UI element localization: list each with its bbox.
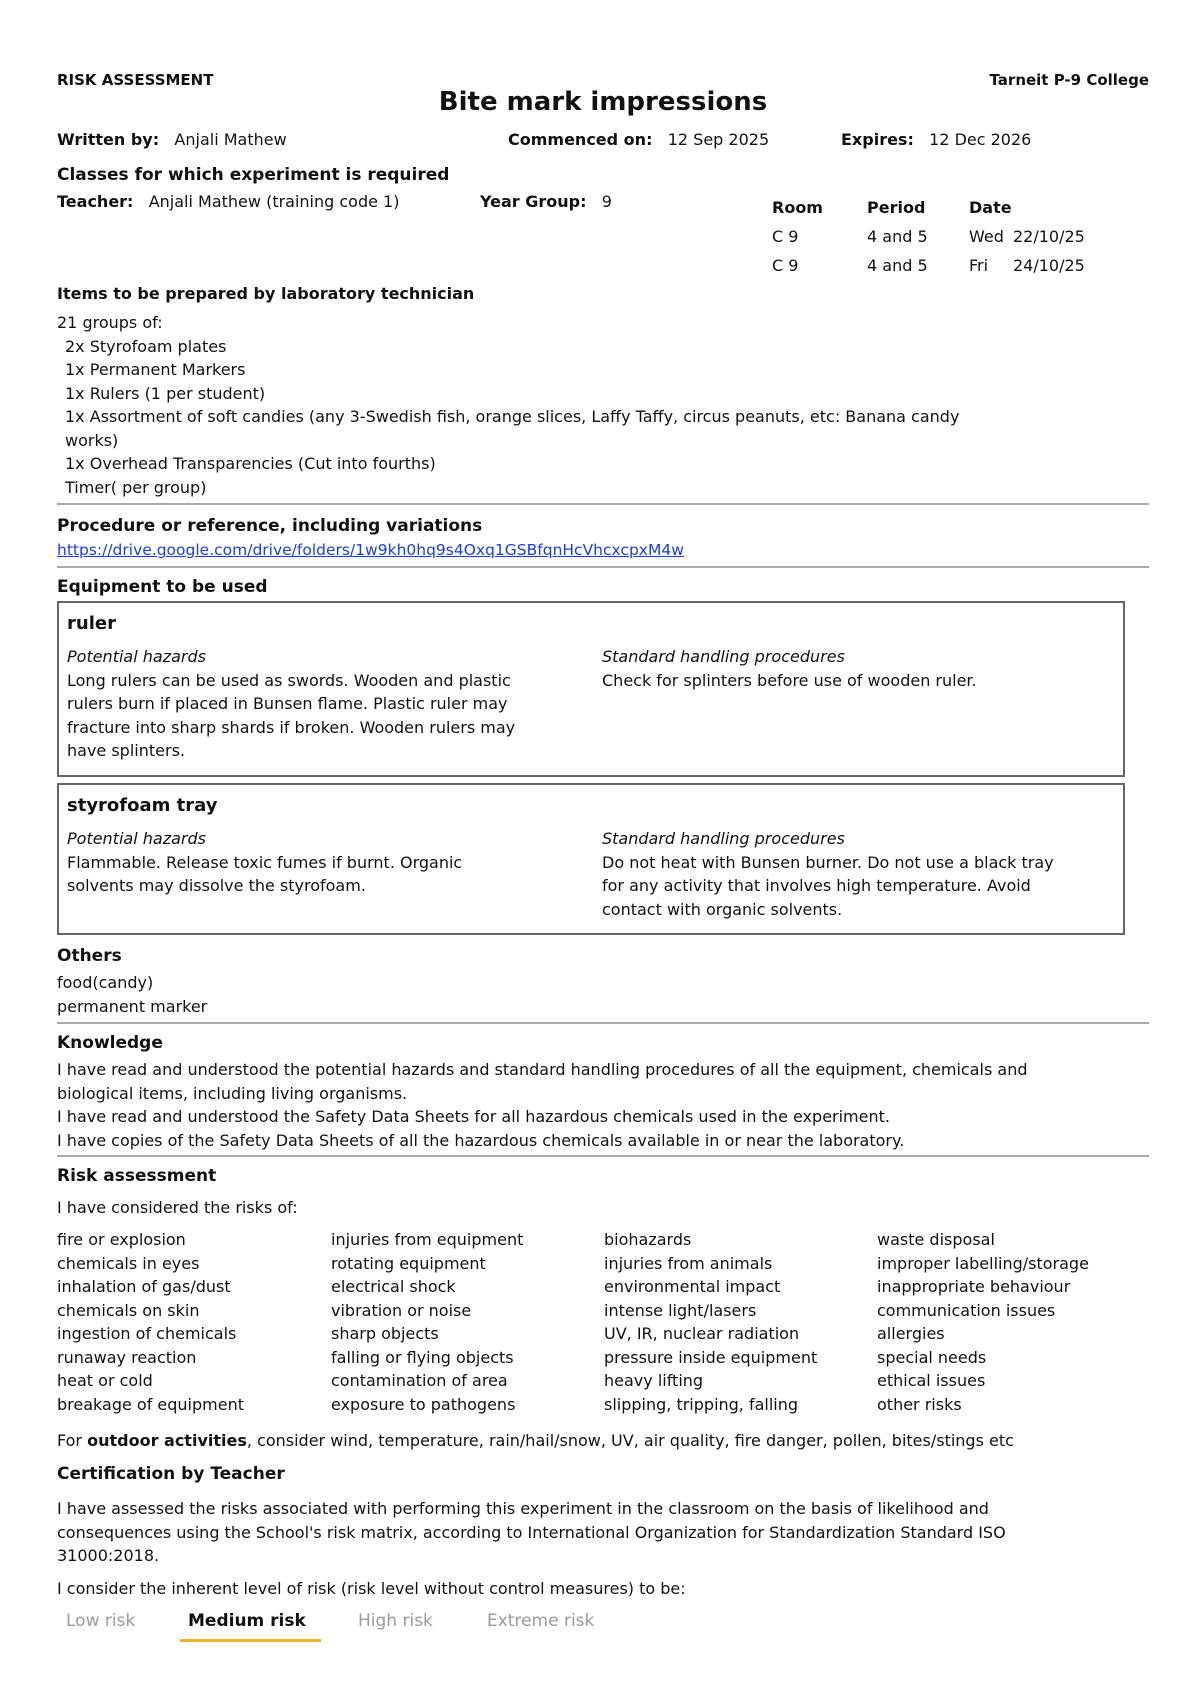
items-line: 2x Styrofoam plates xyxy=(65,336,227,356)
certification-line: consequences using the School's risk matrix, according to International Organization for Standardization Standard ISO xyxy=(57,1522,1006,1542)
risk-item: other risks xyxy=(877,1394,962,1414)
risk-item: contamination of area xyxy=(331,1371,508,1390)
schedule-header-row xyxy=(772,193,1109,222)
schedule-day: Fri xyxy=(969,256,989,275)
risk-item: fire or explosion xyxy=(57,1230,186,1249)
items-line: works) xyxy=(65,430,119,450)
risk-item: waste disposal xyxy=(877,1230,995,1249)
procedure-line: Check for splinters before use of wooden ruler. xyxy=(602,670,977,690)
outdoor-prefix: For xyxy=(57,1431,88,1450)
knowledge-line: I have read and understood the Safety Data Sheets for all hazardous chemicals used in the experiment. xyxy=(57,1107,890,1126)
others-line: permanent marker xyxy=(57,996,208,1016)
risk-item: heat or cold xyxy=(57,1371,153,1390)
hazard-line: rulers burn if placed in Bunsen flame. Plastic ruler may xyxy=(67,694,508,713)
procedures-column xyxy=(602,827,1102,921)
items-line: 1x Permanent Markers xyxy=(65,360,246,379)
schedule-col-date: Date xyxy=(969,198,1012,217)
schedule-date-value: 22/10/25 xyxy=(1013,227,1085,246)
knowledge-line: I have read and understood the potential hazards and standard handling procedures of all the equipment, chemicals and xyxy=(57,1060,1028,1079)
knowledge-text xyxy=(57,1058,1028,1152)
hazards-label: Potential hazards xyxy=(67,647,206,666)
hazard-line: have splinters. xyxy=(67,741,185,760)
items-list xyxy=(57,311,959,499)
procedures-column xyxy=(602,645,1102,692)
risk-item: vibration or noise xyxy=(331,1300,472,1320)
schedule-table xyxy=(772,193,1109,280)
risk-item: inhalation of gas/dust xyxy=(57,1277,231,1296)
written-by-label: Written by: xyxy=(57,130,160,149)
year-group xyxy=(480,192,612,211)
items-heading: Items to be prepared by laboratory technician xyxy=(57,284,475,303)
outdoor-rest: , consider wind, temperature, rain/hail/snow, UV, air quality, fire danger, pollen, bites/stings etc xyxy=(246,1431,1014,1450)
outdoor-note xyxy=(57,1431,1014,1450)
hazard-line: Long rulers can be used as swords. Wooden and plastic xyxy=(67,670,511,690)
risk-item: heavy lifting xyxy=(604,1371,704,1390)
hazard-line: fracture into sharp shards if broken. Wooden rulers may xyxy=(67,717,516,737)
risk-level-medium[interactable]: Medium risk xyxy=(188,1611,306,1631)
certification-text xyxy=(57,1497,1006,1568)
equipment-card xyxy=(57,601,1125,777)
knowledge-line: biological items, including living organisms. xyxy=(57,1083,408,1103)
procedure-link[interactable]: https://drive.google.com/drive/folders/1w9kh0hq9s4Oxq1GSBfqnHcVhcxcpxM4w xyxy=(57,541,684,559)
risk-item: ethical issues xyxy=(877,1371,986,1390)
equipment-card xyxy=(57,783,1125,935)
risk-level-high[interactable]: High risk xyxy=(358,1611,433,1631)
certification-line: 31000:2018. xyxy=(57,1546,160,1565)
others-line: food(candy) xyxy=(57,973,154,992)
hazards-label: Potential hazards xyxy=(67,829,206,848)
risk-item: injuries from equipment xyxy=(331,1230,524,1249)
risk-item: chemicals in eyes xyxy=(57,1253,200,1273)
schedule-period: 4 and 5 xyxy=(867,227,928,246)
expires xyxy=(841,130,1031,149)
equipment-name: styrofoam tray xyxy=(67,795,218,816)
procedures-label: Standard handling procedures xyxy=(602,829,845,848)
certification-heading: Certification by Teacher xyxy=(57,1464,285,1484)
teacher-value: Anjali Mathew (training code 1) xyxy=(148,192,400,211)
procedure-line: for any activity that involves high temperature. Avoid xyxy=(602,876,1031,895)
year-value: 9 xyxy=(601,192,612,211)
expires-value: 12 Dec 2026 xyxy=(929,130,1032,149)
schedule-col-room: Room xyxy=(772,198,823,217)
risk-item: biohazards xyxy=(604,1230,692,1249)
divider xyxy=(57,566,1149,568)
page-title: Bite mark impressions xyxy=(438,87,768,117)
risk-item: chemicals on skin xyxy=(57,1300,200,1320)
divider xyxy=(57,1022,1149,1024)
commenced-on xyxy=(508,130,769,149)
commenced-value: 12 Sep 2025 xyxy=(667,130,770,149)
schedule-col-period: Period xyxy=(867,198,926,217)
risk-item: electrical shock xyxy=(331,1277,456,1296)
risk-item: environmental impact xyxy=(604,1277,781,1296)
classes-heading: Classes for which experiment is required xyxy=(57,165,450,185)
hazards-column xyxy=(67,645,567,763)
risk-intro: I have considered the risks of: xyxy=(57,1198,298,1217)
risk-column xyxy=(57,1228,244,1416)
risk-item: sharp objects xyxy=(331,1324,439,1343)
hazard-line: solvents may dissolve the styrofoam. xyxy=(67,876,366,895)
doc-type-label: RISK ASSESSMENT xyxy=(57,71,214,89)
knowledge-line: I have copies of the Safety Data Sheets of all the hazardous chemicals available in or near the laboratory. xyxy=(57,1130,905,1150)
risk-item: exposure to pathogens xyxy=(331,1394,516,1414)
commenced-label: Commenced on: xyxy=(508,130,653,149)
risk-item: rotating equipment xyxy=(331,1253,486,1273)
items-line: 1x Assortment of soft candies (any 3-Swedish fish, orange slices, Laffy Taffy, circus peanuts, etc: Banana candy xyxy=(65,407,960,426)
risk-item: falling or flying objects xyxy=(331,1347,514,1367)
year-label: Year Group: xyxy=(480,192,587,211)
risk-item: communication issues xyxy=(877,1300,1056,1320)
outdoor-bold: outdoor activities xyxy=(87,1431,247,1450)
written-by xyxy=(57,130,287,149)
schedule-date-value: 24/10/25 xyxy=(1013,256,1085,275)
risk-column xyxy=(331,1228,523,1416)
divider xyxy=(57,503,1149,505)
items-line: Timer( per group) xyxy=(65,477,207,497)
hazard-line: Flammable. Release toxic fumes if burnt. Organic xyxy=(67,852,463,872)
risk-item: allergies xyxy=(877,1324,945,1343)
risk-item: intense light/lasers xyxy=(604,1300,757,1320)
risk-item: runaway reaction xyxy=(57,1347,197,1367)
risk-column xyxy=(877,1228,1089,1416)
teacher xyxy=(57,192,399,211)
risk-item: special needs xyxy=(877,1347,987,1367)
equipment-heading: Equipment to be used xyxy=(57,577,268,597)
items-line: 1x Overhead Transparencies (Cut into fourths) xyxy=(65,454,436,473)
schedule-date xyxy=(969,251,1109,280)
schedule-period: 4 and 5 xyxy=(867,256,928,275)
procedure-line: Do not heat with Bunsen burner. Do not use a black tray xyxy=(602,852,1054,872)
schedule-row xyxy=(772,251,1109,280)
risk-column xyxy=(604,1228,817,1416)
schedule-row xyxy=(772,222,1109,251)
written-by-value: Anjali Mathew xyxy=(174,130,287,149)
schedule-date xyxy=(969,222,1109,251)
risk-item: injuries from animals xyxy=(604,1253,773,1273)
risk-level-extreme[interactable]: Extreme risk xyxy=(487,1611,595,1631)
items-line: 1x Rulers (1 per student) xyxy=(65,383,266,403)
school-name: Tarneit P-9 College xyxy=(989,71,1149,89)
procedure-link-wrap xyxy=(57,541,684,559)
risk-item: breakage of equipment xyxy=(57,1394,244,1414)
risk-heading: Risk assessment xyxy=(57,1166,217,1186)
certification-line: I have assessed the risks associated with performing this experiment in the classroom on the basis of likelihood and xyxy=(57,1499,989,1518)
risk-item: slipping, tripping, falling xyxy=(604,1394,799,1414)
procedure-heading: Procedure or reference, including variations xyxy=(57,516,483,536)
risk-item: ingestion of chemicals xyxy=(57,1324,237,1343)
others-list xyxy=(57,971,207,1018)
schedule-room: C 9 xyxy=(772,256,799,275)
others-heading: Others xyxy=(57,946,122,966)
procedure-line: contact with organic solvents. xyxy=(602,899,843,919)
risk-item: inappropriate behaviour xyxy=(877,1277,1071,1296)
procedures-label: Standard handling procedures xyxy=(602,647,845,666)
teacher-label: Teacher: xyxy=(57,192,134,211)
inherent-risk-statement: I consider the inherent level of risk (risk level without control measures) to be: xyxy=(57,1579,686,1598)
risk-item: UV, IR, nuclear radiation xyxy=(604,1324,800,1343)
risk-item: improper labelling/storage xyxy=(877,1253,1089,1273)
equipment-name: ruler xyxy=(67,613,116,634)
selected-level-indicator xyxy=(180,1639,321,1642)
risk-level-low[interactable]: Low risk xyxy=(66,1611,136,1631)
risk-item: pressure inside equipment xyxy=(604,1347,818,1367)
items-line: 21 groups of: xyxy=(57,313,163,332)
divider xyxy=(57,1155,1149,1157)
knowledge-heading: Knowledge xyxy=(57,1033,163,1053)
expires-label: Expires: xyxy=(841,130,914,149)
schedule-room: C 9 xyxy=(772,227,799,246)
schedule-day: Wed xyxy=(969,227,1004,246)
hazards-column xyxy=(67,827,567,898)
